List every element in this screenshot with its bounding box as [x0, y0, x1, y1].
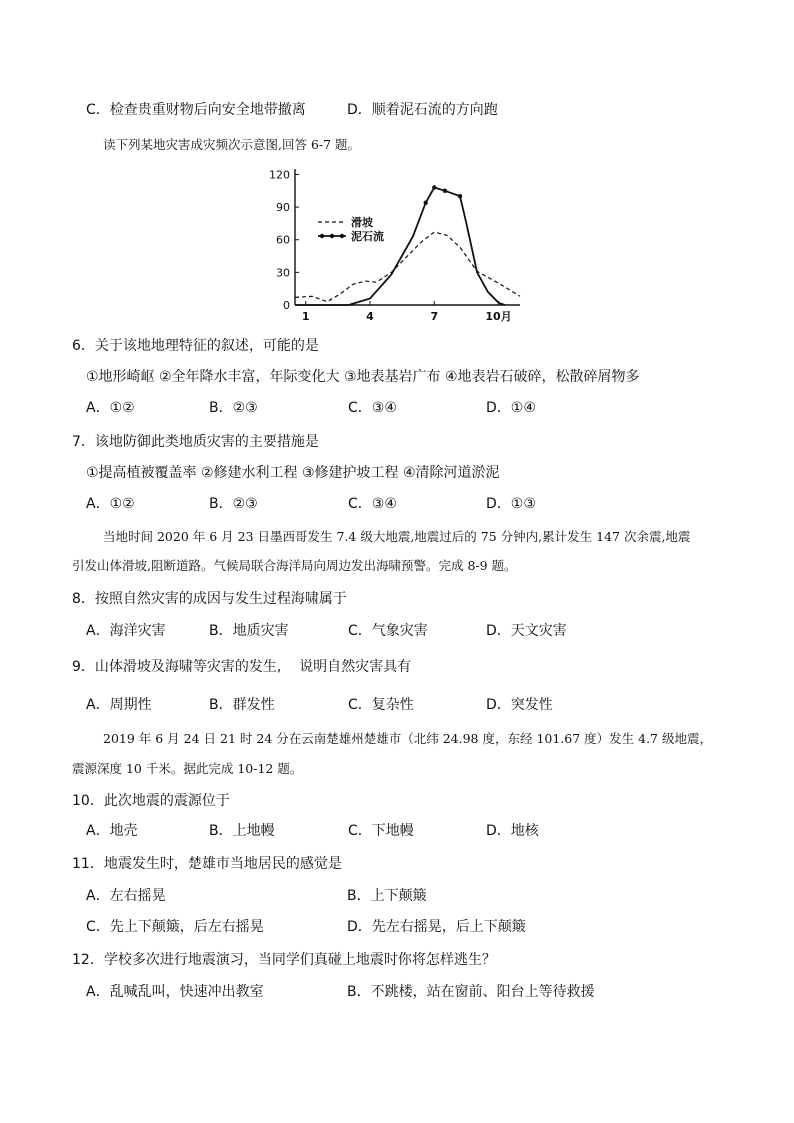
q5-option-c: C．检查贵重财物后向安全地带撤离	[86, 102, 306, 118]
q7-option-b: B．②③	[209, 496, 258, 512]
y-tick-label: 90	[276, 201, 290, 215]
legend-label-landslide: 滑坡	[351, 216, 373, 229]
q10-option-c: C．下地幔	[348, 823, 414, 839]
legend-swatch-dot	[330, 234, 334, 238]
q9-option-c: C．复杂性	[348, 697, 414, 713]
chart-axes	[295, 169, 520, 305]
series-line-debris-flow	[295, 188, 505, 306]
q11-option-a: A．左右摇晃	[86, 888, 166, 904]
x-tick-label: 10月	[485, 310, 512, 323]
q12-option-a: A．乱喊乱叫，快速冲出教室	[86, 984, 264, 1000]
q8-option-d: D．天文灾害	[486, 623, 567, 639]
q12-option-b: B．不跳楼，站在窗前、阳台上等待救援	[347, 984, 595, 1000]
q6-option-b: B．②③	[209, 400, 258, 416]
disaster-frequency-chart	[262, 163, 530, 325]
series-point-debris-flow	[424, 201, 428, 205]
q6-option-a: A．①②	[86, 400, 135, 416]
x-tick-label: 1	[301, 310, 310, 323]
y-tick-label: 30	[276, 266, 290, 280]
legend-label-debris-flow: 泥石流	[351, 230, 384, 243]
q6-option-c: C．③④	[348, 400, 397, 416]
q8-option-b: B．地质灾害	[209, 623, 289, 639]
q7-option-d: D．①③	[486, 496, 536, 512]
y-tick-label: 0	[283, 299, 290, 312]
passage-6-7: 读下列某地灾害成灾频次示意图,回答 6-7 题。	[103, 137, 361, 152]
q11-option-d: D．先左右摇晃，后上下颠簸	[347, 919, 526, 935]
passage-8-9-line1: 当地时间 2020 年 6 月 23 日墨西哥发生 7.4 级大地震,地震过后的 75 分钟内,累计发生 147 次余震,地震	[103, 529, 691, 544]
x-tick-label: 7	[430, 310, 439, 323]
x-tick-label: 4	[366, 310, 374, 323]
series-point-debris-flow	[443, 189, 447, 193]
q8-option-a: A．海洋灾害	[86, 623, 166, 639]
legend-swatch-dot	[320, 234, 324, 238]
q8-stem: 8．按照自然灾害的成因与发生过程海啸属于	[72, 591, 347, 607]
q12-stem: 12．学校多次进行地震演习，当同学们真碰上地震时你将怎样逃生？	[72, 952, 496, 968]
q9-option-b: B．群发性	[209, 697, 275, 713]
chart-legend	[318, 215, 384, 243]
q9-option-a: A．周期性	[86, 697, 152, 713]
q7-items: ①提高植被覆盖率 ②修建水利工程 ③修建护坡工程 ④清除河道淤泥	[86, 465, 500, 481]
q10-option-a: A．地壳	[86, 823, 138, 839]
passage-8-9-line2: 引发山体滑坡,阻断道路。气候局联合海洋局向周边发出海啸预警。完成 8-9 题。	[72, 558, 517, 573]
q7-option-a: A．①②	[86, 496, 135, 512]
series-point-debris-flow	[458, 194, 462, 198]
q5-option-d: D．顺着泥石流的方向跑	[347, 102, 498, 118]
series-point-debris-flow	[432, 185, 436, 189]
y-tick-label: 120	[269, 168, 290, 182]
series-line-landslide	[295, 232, 520, 302]
q10-option-b: B．上地幔	[209, 823, 275, 839]
q11-option-b: B．上下颠簸	[347, 888, 427, 904]
passage-10-12-line1: 2019 年 6 月 24 日 21 时 24 分在云南楚雄州楚雄市（北纬 24.98 度，东经 101.67 度）发生 4.7 级地震，	[103, 731, 712, 746]
q6-stem: 6．关于该地地理特征的叙述，可能的是	[72, 338, 319, 354]
passage-10-12-line2: 震源深度 10 千米。据此完成 10-12 题。	[72, 761, 303, 776]
y-tick-label: 60	[276, 233, 290, 247]
q10-option-d: D．地核	[486, 823, 539, 839]
q11-option-c: C．先上下颠簸，后左右摇晃	[86, 919, 264, 935]
q6-option-d: D．①④	[486, 400, 536, 416]
q7-stem: 7．该地防御此类地质灾害的主要措施是	[72, 434, 319, 450]
q11-stem: 11．地震发生时，楚雄市当地居民的感觉是	[72, 856, 342, 872]
q9-option-d: D．突发性	[486, 697, 553, 713]
q9-stem: 9．山体滑坡及海啸等灾害的发生, 说明自然灾害具有	[72, 659, 412, 675]
q10-stem: 10．此次地震的震源位于	[72, 793, 230, 809]
legend-swatch-dot	[340, 234, 344, 238]
q6-items: ①地形崎岖 ②全年降水丰富，年际变化大 ③地表基岩广布 ④地表岩石破碎，松散碎屑物多	[86, 369, 640, 385]
chart-series	[295, 185, 520, 305]
q7-option-c: C．③④	[348, 496, 397, 512]
q8-option-c: C．气象灾害	[348, 623, 428, 639]
